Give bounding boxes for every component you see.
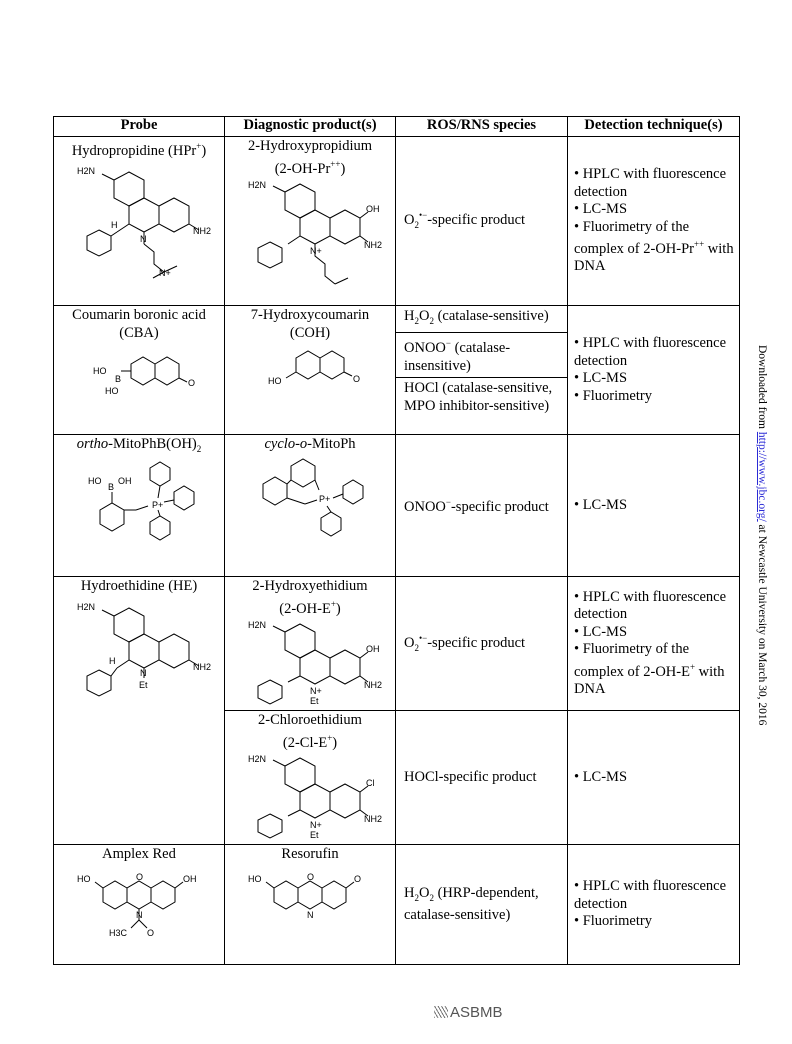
species-cell: HOCl-specific product	[396, 711, 568, 845]
hydroethidine-structure	[69, 598, 212, 708]
o-label: O	[147, 927, 155, 938]
technique-cell	[568, 435, 740, 577]
product-name: 2-Chloroethidium (2-Cl-E+)	[258, 712, 362, 751]
technique-item: • LC-MS	[574, 768, 628, 785]
pplus-label: P+	[152, 500, 164, 511]
header-species: ROS/RNS species	[396, 117, 568, 137]
download-suffix: at Newcastle University on March 30, 2016	[756, 521, 768, 726]
asbmb-logo-text: ASBMB	[450, 1004, 503, 1021]
ho-label: HO	[93, 366, 107, 376]
h-label: H	[111, 220, 118, 231]
coh-structure	[250, 344, 370, 396]
resorufin-structure	[240, 866, 380, 926]
species-cell	[396, 306, 568, 435]
jbc-link[interactable]: http://www.jbc.org/	[756, 431, 768, 522]
probe-name: Coumarin boronic acid (CBA)	[72, 307, 206, 341]
h-label: H	[109, 655, 116, 666]
technique-item: • HPLC with fluorescence detection	[574, 166, 727, 200]
species-cell	[396, 435, 568, 577]
probe-name: Hydroethidine (HE)	[80, 578, 198, 594]
n-label: N	[140, 667, 147, 678]
hydropropidine-structure	[69, 162, 212, 282]
o-label: O	[307, 871, 315, 882]
technique-item: • Fluorimetry of the complex of 2-OH-Pr++ with DNA	[574, 218, 734, 275]
n-label: N	[307, 909, 314, 920]
et-label: Et	[310, 695, 319, 706]
technique-item: • LC-MS	[574, 201, 628, 218]
probe-cell	[54, 137, 225, 306]
header-technique: Detection technique(s)	[568, 117, 740, 137]
technique-item: • LC-MS	[574, 496, 628, 513]
ho-label: HO	[77, 873, 91, 884]
nh2-label: NH2	[364, 813, 383, 824]
h2n-label: H2N	[77, 166, 96, 177]
download-prefix: Downloaded from	[756, 345, 768, 432]
o-label: O	[136, 871, 144, 882]
technique-cell	[568, 845, 740, 965]
download-notice	[756, 345, 768, 726]
probe-name: ortho-$MitoPhB(OH)_2$	[76, 436, 202, 454]
product-cell	[225, 137, 396, 306]
h2n-label: H2N	[248, 753, 267, 764]
nplus-label: N+	[310, 245, 322, 256]
oh-label: OH	[366, 203, 380, 214]
species-subcell: HOCl (catalase-sensitive, MPO inhibitor-sensitive)	[396, 377, 567, 417]
technique-item: • Fluorimetry of the complex of 2-OH-E+ with DNA	[574, 641, 725, 697]
header-product: Diagnostic product(s)	[225, 117, 396, 137]
technique-item: • HPLC with fluorescence detection	[574, 335, 727, 369]
technique-item: • HPLC with fluorescence detection	[574, 878, 727, 912]
table-row	[54, 435, 740, 577]
species-subcell: $H_2O_2$ (catalase-sensitive)	[404, 308, 549, 326]
table-header-row	[54, 117, 740, 137]
nplus-label: N+	[159, 268, 171, 279]
table-row	[54, 137, 740, 306]
nh2-label: NH2	[193, 226, 212, 237]
ho-label: HO	[105, 386, 119, 396]
nh2-label: NH2	[364, 679, 383, 690]
species-text: $O_2^{•-}$-specific product	[404, 210, 526, 231]
o-label: O	[353, 374, 361, 384]
header-probe: Probe	[54, 117, 225, 137]
technique-item: • Fluorimetry	[574, 387, 652, 404]
technique-cell	[568, 711, 740, 845]
oh-label: OH	[366, 643, 380, 654]
species-text: $H_2O_2$ (HRP-dependent, catalase-sensitive)	[404, 884, 539, 923]
nh2-label: NH2	[364, 239, 383, 250]
species-text: $O_2^{•-}$-specific product	[404, 632, 526, 653]
asbmb-logo	[434, 1004, 503, 1021]
oh-label: OH	[118, 476, 132, 487]
probes-table	[53, 116, 740, 965]
table-row	[54, 845, 740, 965]
h2n-label: H2N	[77, 601, 96, 612]
cba-structure	[79, 344, 199, 408]
b-label: B	[108, 482, 115, 493]
technique-cell	[568, 577, 740, 711]
n-label: N	[136, 909, 143, 920]
et-label: Et	[139, 679, 148, 690]
species-cell	[396, 577, 568, 711]
nplus-label: N+	[310, 819, 322, 830]
technique-cell	[568, 306, 740, 435]
product-cell	[225, 711, 396, 845]
hydroxypropidium-structure	[240, 179, 383, 292]
oh-label: OH	[183, 873, 197, 884]
product-cell	[225, 577, 396, 711]
product-cell	[225, 845, 396, 965]
probe-cell	[54, 306, 225, 435]
o-label: O	[188, 378, 196, 388]
cl-label: Cl	[366, 777, 375, 788]
product-name: Resorufin	[281, 846, 339, 862]
table-row	[54, 306, 740, 435]
ho-label: HO	[88, 476, 102, 487]
species-cell	[396, 137, 568, 306]
product-name: 2-Hydroxyethidium (2-OH-E+)	[252, 578, 368, 617]
amplex-red-structure	[69, 866, 209, 952]
mitophb-structure	[74, 460, 204, 560]
h2n-label: H2N	[248, 619, 267, 630]
hydroxyethidium-structure	[240, 619, 383, 706]
technique-item: • LC-MS	[574, 370, 628, 386]
technique-item: • HPLC with fluorescence detection	[574, 588, 727, 623]
b-label: B	[115, 374, 122, 384]
h2n-label: H2N	[248, 179, 267, 190]
n-label: N	[140, 234, 147, 245]
product-cell	[225, 435, 396, 577]
technique-item: • Fluorimetry	[574, 913, 652, 930]
probe-cell	[54, 577, 225, 845]
asbmb-mark-icon	[434, 1006, 448, 1018]
table-row	[54, 577, 740, 711]
ho-label: HO	[248, 873, 262, 884]
probe-name: Hydropropidine (HPr+)	[71, 141, 207, 159]
probe-cell	[54, 845, 225, 965]
product-name: 7-Hydroxycoumarin (COH)	[250, 307, 370, 341]
o-label: O	[354, 873, 362, 884]
species-subcell: ONOO− (catalase-insensitive)	[396, 332, 567, 377]
product-name: 2-Hydroxypropidium (2-OH-Pr++)	[247, 138, 373, 177]
technique-item: • LC-MS	[574, 623, 628, 640]
h3c-label: H3C	[109, 927, 128, 938]
product-name: cyclo-o-MitoPh	[264, 436, 356, 452]
nplus-label: N+	[310, 685, 322, 696]
nh2-label: NH2	[193, 661, 212, 672]
probe-name: Amplex Red	[102, 846, 176, 862]
species-text: ONOO−-specific product	[404, 497, 549, 516]
pplus-label: P+	[319, 493, 331, 504]
product-cell	[225, 306, 396, 435]
probe-cell	[54, 435, 225, 577]
species-cell	[396, 845, 568, 965]
et-label: Et	[310, 829, 319, 840]
ho-label: HO	[268, 376, 282, 386]
technique-cell	[568, 137, 740, 306]
cyclo-mitoph-structure	[245, 456, 375, 556]
chloroethidium-structure	[240, 753, 383, 840]
